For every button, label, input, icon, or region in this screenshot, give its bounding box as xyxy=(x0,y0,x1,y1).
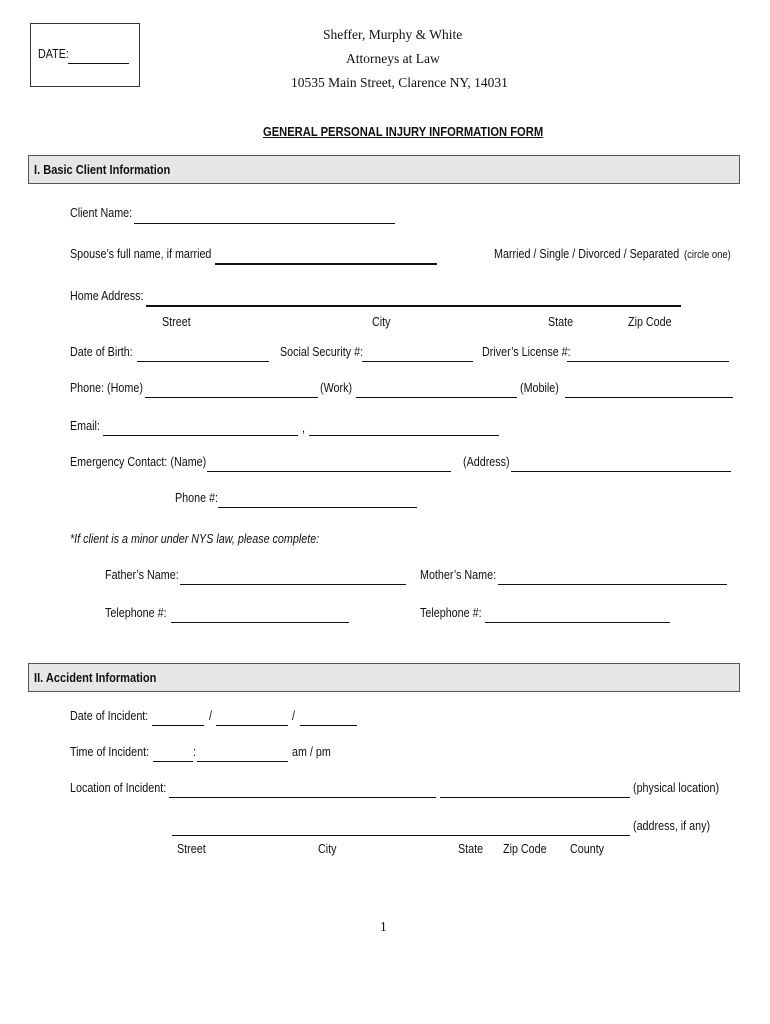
license-field[interactable] xyxy=(567,361,729,362)
mother-phone-label: Telephone #: xyxy=(420,606,482,620)
mother-phone-field[interactable] xyxy=(485,622,670,623)
am-pm-options[interactable]: am / pm xyxy=(292,745,331,759)
section-title: I. Basic Client Information xyxy=(34,162,171,177)
incident-day-field[interactable] xyxy=(216,725,288,726)
father-name-field[interactable] xyxy=(180,584,406,585)
address-city-caption: City xyxy=(372,315,391,329)
date-field[interactable] xyxy=(68,63,129,64)
address-street-caption: Street xyxy=(162,315,191,329)
minor-note: *If client is a minor under NYS law, please complete: xyxy=(70,532,320,546)
client-name-field[interactable] xyxy=(134,223,395,224)
firm-name: Sheffer, Murphy & White xyxy=(323,27,463,42)
incident-hour-field[interactable] xyxy=(153,761,193,762)
section-header-basic-info xyxy=(28,155,740,184)
emergency-phone-label: Phone #: xyxy=(175,491,219,505)
phone-work-label: (Work) xyxy=(320,381,353,395)
home-address-label: Home Address: xyxy=(70,289,144,303)
marital-status-options[interactable]: Married / Single / Divorced / Separated xyxy=(494,247,680,261)
form-title: GENERAL PERSONAL INJURY INFORMATION FORM xyxy=(263,124,544,139)
spouse-name-field[interactable] xyxy=(215,263,437,265)
physical-location-note: (physical location) xyxy=(633,781,720,795)
phone-mobile-field[interactable] xyxy=(565,397,733,398)
emergency-address-label: (Address) xyxy=(463,455,510,469)
emergency-contact-label: Emergency Contact: (Name) xyxy=(70,455,207,469)
emergency-address-field[interactable] xyxy=(511,471,731,472)
page-number: 1 xyxy=(380,919,387,934)
address-zip-caption: Zip Code xyxy=(628,315,672,329)
physical-location-field-1[interactable] xyxy=(169,797,436,798)
email-field-2[interactable] xyxy=(309,435,499,436)
phone-home-field[interactable] xyxy=(145,397,318,398)
address-if-any-note: (address, if any) xyxy=(633,819,711,833)
firm-address: 10535 Main Street, Clarence NY, 14031 xyxy=(291,75,508,90)
physical-location-field-2[interactable] xyxy=(440,797,630,798)
emergency-phone-field[interactable] xyxy=(218,507,417,508)
email-label: Email: xyxy=(70,419,100,433)
location-zip-caption: Zip Code xyxy=(503,842,547,856)
time-separator: : xyxy=(193,745,196,759)
location-state-caption: State xyxy=(458,842,484,856)
emergency-name-field[interactable] xyxy=(207,471,451,472)
date-label: DATE: xyxy=(38,47,69,61)
location-city-caption: City xyxy=(318,842,337,856)
circle-one-note: (circle one) xyxy=(684,249,731,261)
license-label: Driver’s License #: xyxy=(482,345,571,359)
incident-minute-field[interactable] xyxy=(197,761,288,762)
email-separator: , xyxy=(302,421,305,435)
location-street-caption: Street xyxy=(177,842,206,856)
phone-work-field[interactable] xyxy=(356,397,517,398)
home-address-field[interactable] xyxy=(146,305,681,307)
spouse-name-label: Spouse’s full name, if married xyxy=(70,247,212,261)
incident-time-label: Time of Incident: xyxy=(70,745,150,759)
section-header-accident-info xyxy=(28,663,740,692)
father-phone-field[interactable] xyxy=(171,622,349,623)
dob-label: Date of Birth: xyxy=(70,345,133,359)
date-separator-1: / xyxy=(209,709,212,723)
incident-month-field[interactable] xyxy=(152,725,204,726)
date-separator-2: / xyxy=(292,709,295,723)
incident-date-label: Date of Incident: xyxy=(70,709,149,723)
father-name-label: Father’s Name: xyxy=(105,568,179,582)
incident-year-field[interactable] xyxy=(300,725,357,726)
phone-mobile-label: (Mobile) xyxy=(520,381,559,395)
ssn-field[interactable] xyxy=(362,361,473,362)
incident-location-label: Location of Incident: xyxy=(70,781,167,795)
phone-home-label: Phone: (Home) xyxy=(70,381,143,395)
location-county-caption: County xyxy=(570,842,605,856)
mother-name-label: Mother’s Name: xyxy=(420,568,497,582)
father-phone-label: Telephone #: xyxy=(105,606,167,620)
client-name-label: Client Name: xyxy=(70,206,133,220)
ssn-label: Social Security #: xyxy=(280,345,364,359)
incident-address-field[interactable] xyxy=(172,835,630,836)
dob-field[interactable] xyxy=(137,361,269,362)
section-title: II. Accident Information xyxy=(34,670,157,685)
address-state-caption: State xyxy=(548,315,574,329)
mother-name-field[interactable] xyxy=(498,584,727,585)
email-field-1[interactable] xyxy=(103,435,298,436)
firm-subtitle: Attorneys at Law xyxy=(346,51,440,66)
